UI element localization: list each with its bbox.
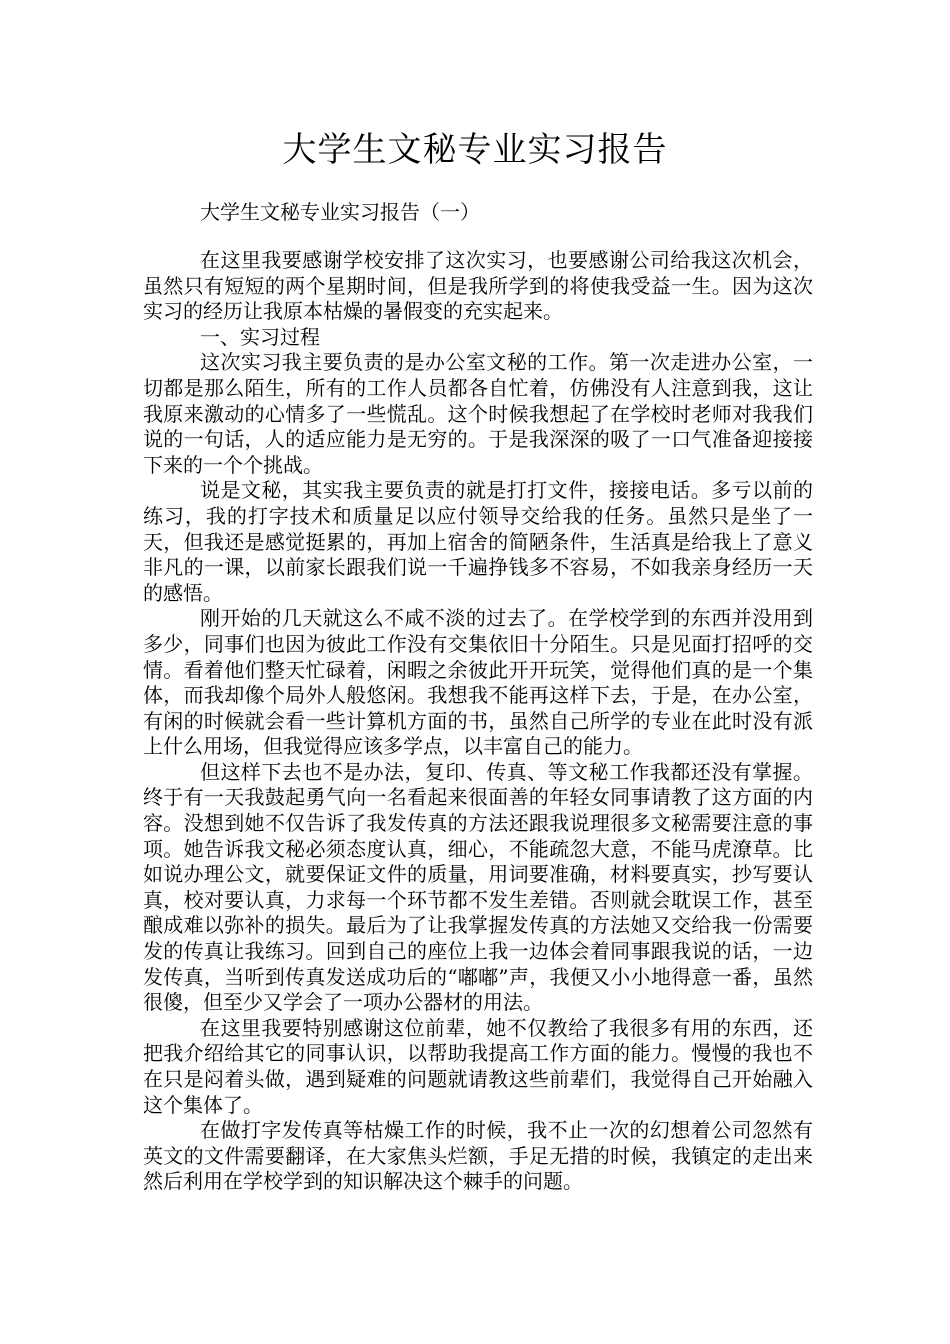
paragraph-intro: 在这里我要感谢学校安排了这次实习，也要感谢公司给我这次机会，虽然只有短短的两个星期时间，但是我所学到的将使我受益一生。因为这次实习的经历让我原本枯燥的暑假变的充实起来。 bbox=[143, 248, 813, 324]
paragraph-thanks-mentor: 在这里我要特别感谢这位前辈，她不仅教给了我很多有用的东西，还把我介绍给其它的同事认识，以帮助我提高工作方面的能力。慢慢的我也不在只是闷着头做，遇到疑难的问题就请教这些前辈们，我觉得自己开始融入这个集体了。 bbox=[143, 1015, 813, 1117]
section-subtitle: 大学生文秘专业实习报告（一） bbox=[200, 200, 480, 224]
paragraph-learning-fax: 但这样下去也不是办法，复印、传真、等文秘工作我都还没有掌握。终于有一天我鼓起勇气向一名看起来很面善的年轻女同事请教了这方面的内容。没想到她不仅告诉了我发传真的方法还跟我说理很多文秘需要注意的事项。她告诉我文秘必须态度认真，细心，不能疏忽大意，不能马虎潦草。比如说办理公文，就要保证文件的质量，用词要准确，材料要真实，抄写要认真，校对要认真，力求每一个环节都不发生差错。否则就会耽误工作，甚至酿成难以弥补的损失。最后为了让我掌握发传真的方法她又交给我一份需要发的传真让我练习。回到自己的座位上我一边体会着同事跟我说的话，一边发传真，当听到传真发送成功后的“嘟嘟”声，我便又小小地得意一番，虽然很傻，但至少又学会了一项办公器材的用法。 bbox=[143, 759, 813, 1015]
document-body bbox=[143, 248, 813, 1195]
paragraph-first-day: 这次实习我主要负责的是办公室文秘的工作。第一次走进办公室，一切都是那么陌生，所有的工作人员都各自忙着，仿佛没有人注意到我，这让我原来激动的心情多了一些慌乱。这个时候我想起了在学校时老师对我我们说的一句话，人的适应能力是无穷的。于是我深深的吸了一口气准备迎接接下来的一个个挑战。 bbox=[143, 350, 813, 477]
paragraph-typing: 说是文秘，其实我主要负责的就是打打文件，接接电话。多亏以前的练习，我的打字技术和质量足以应付领导交给我的任务。虽然只是坐了一天，但我还是感觉挺累的，再加上宿舍的简陋条件，生活真是给我上了意义非凡的一课，以前家长跟我们说一千遍挣钱多不容易，不如我亲身经历一天的感悟。 bbox=[143, 478, 813, 605]
paragraph-translation-wish: 在做打字发传真等枯燥工作的时候，我不止一次的幻想着公司忽然有英文的文件需要翻译，在大家焦头烂额，手足无措的时候，我镇定的走出来然后利用在学校学到的知识解决这个棘手的问题。 bbox=[143, 1118, 813, 1194]
section-heading-process: 一、实习过程 bbox=[200, 324, 320, 349]
paragraph-early-days: 刚开始的几天就这么不咸不淡的过去了。在学校学到的东西并没用到多少，同事们也因为彼此工作没有交集依旧十分陌生。只是见面打招呼的交情。看着他们整天忙碌着，闲暇之余彼此开开玩笑，觉得他们真的是一个集体，而我却像个局外人般悠闲。我想我不能再这样下去，于是，在办公室，有闲的时候就会看一些计算机方面的书，虽然自己所学的专业在此时没有派上什么用场，但我觉得应该多学点，以丰富自己的能力。 bbox=[143, 606, 813, 759]
page-title: 大学生文秘专业实习报告 bbox=[282, 130, 668, 170]
